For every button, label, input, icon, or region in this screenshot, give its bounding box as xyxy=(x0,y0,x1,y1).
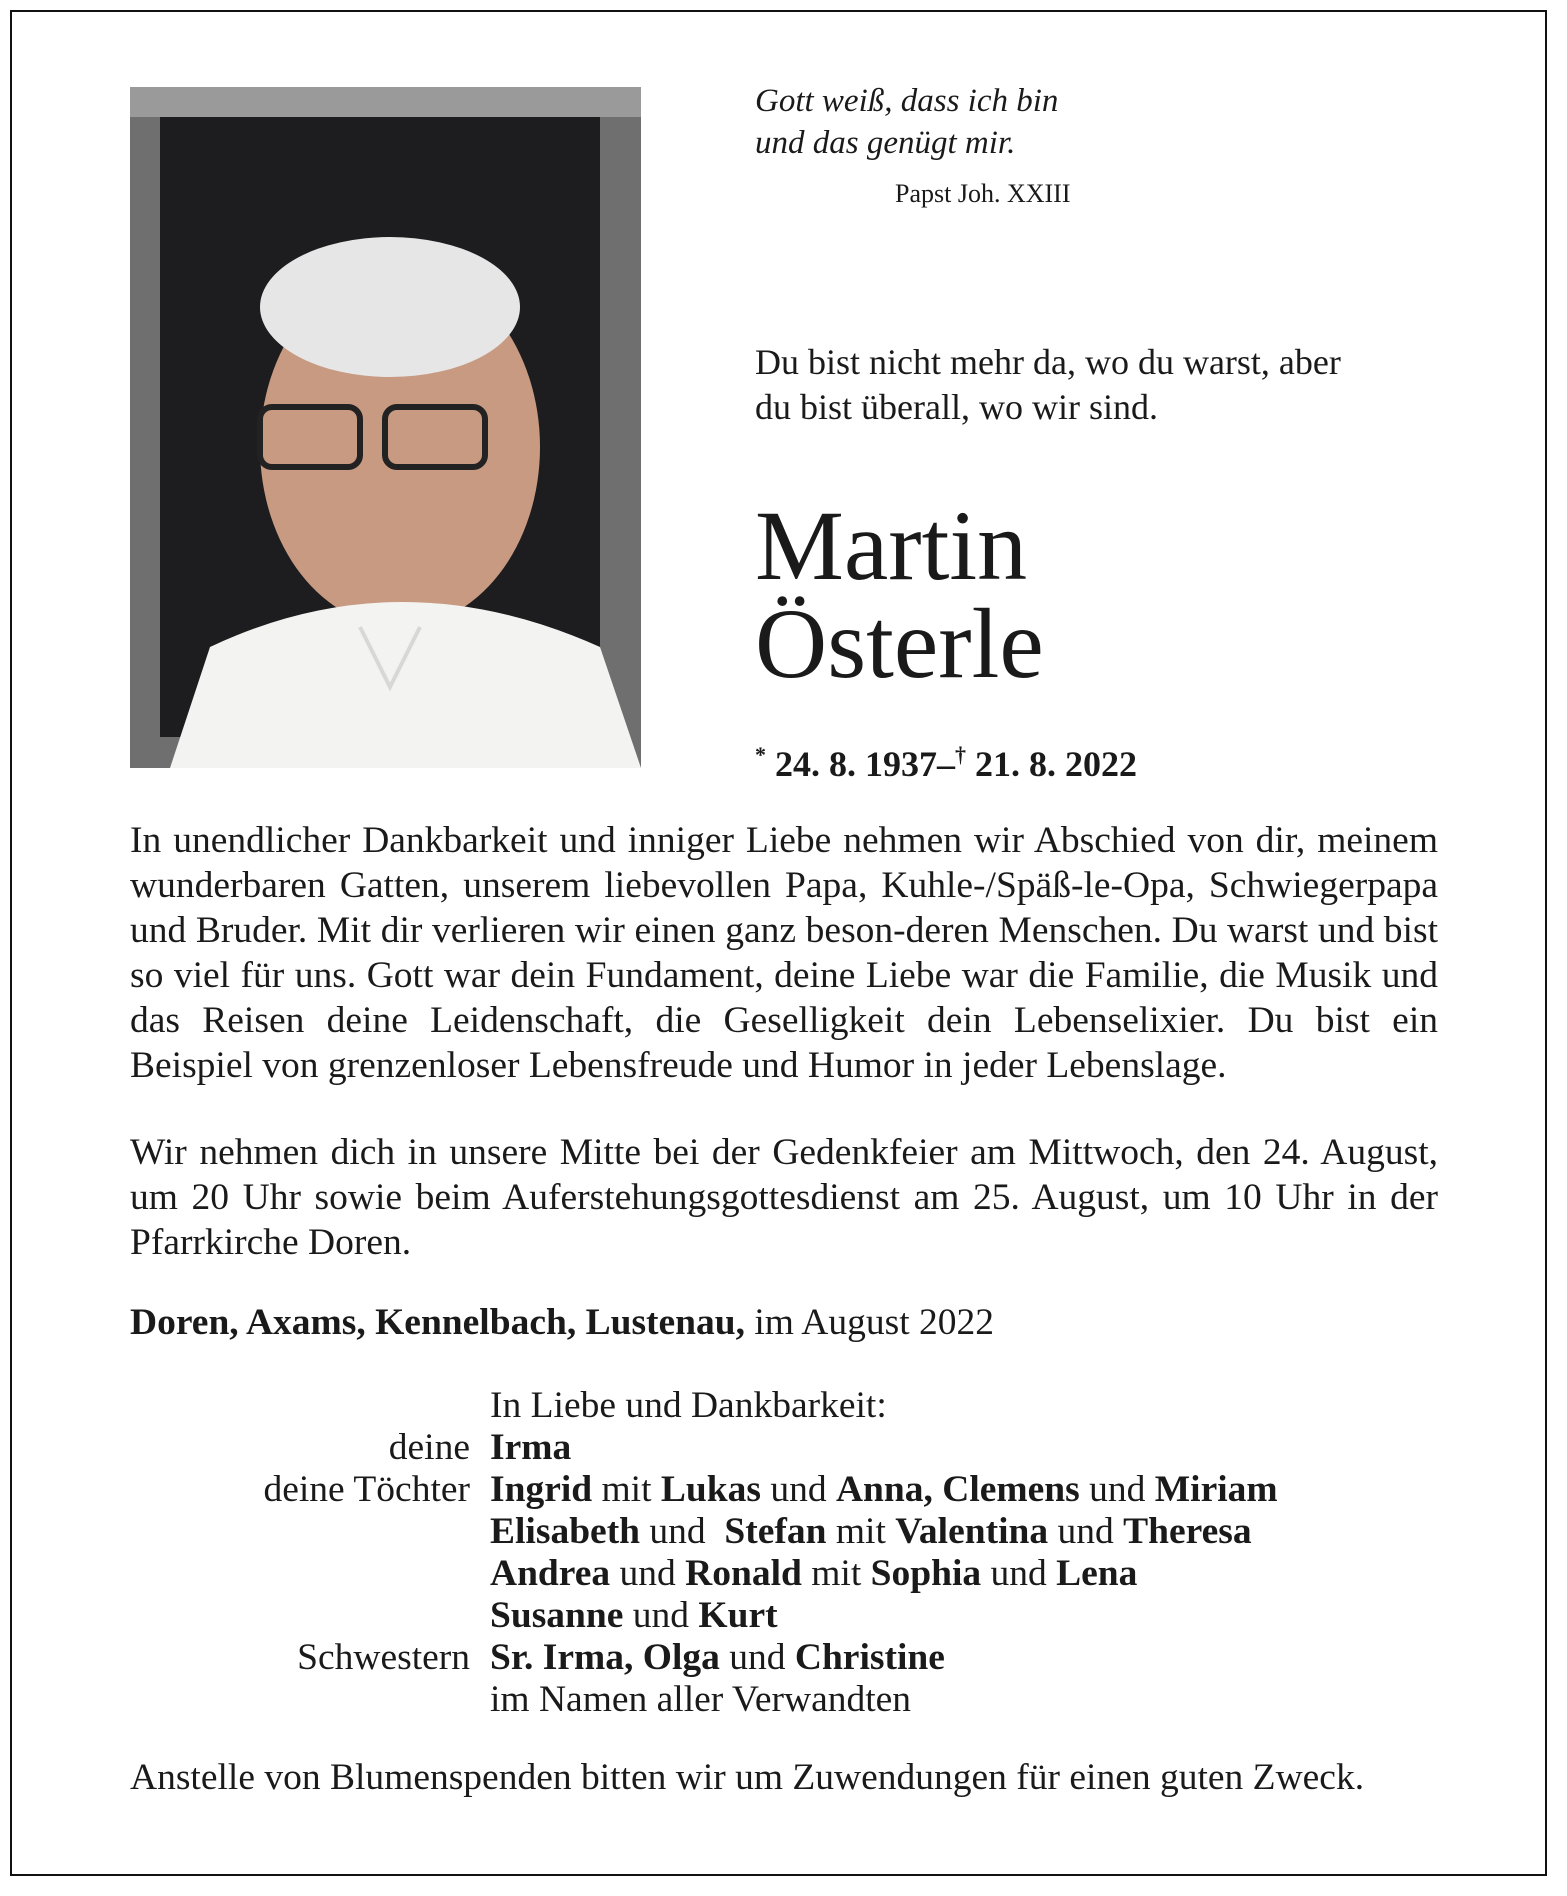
family-name: Miriam xyxy=(1154,1469,1278,1510)
family-name: Christine xyxy=(794,1637,945,1678)
quote-author: Papst Joh. XXIII xyxy=(895,179,1071,208)
wife-name: Irma xyxy=(490,1427,572,1468)
family-name: Theresa xyxy=(1123,1511,1252,1552)
birth-date: 24. 8. 1937 xyxy=(775,744,937,784)
quote-top xyxy=(755,80,1175,164)
mourners-intro: In Liebe und Dankbarkeit: xyxy=(490,1385,887,1426)
sisters-label: Schwestern xyxy=(297,1637,470,1678)
closing-request: Anstelle von Blumenspenden bitten wir um Zuwendungen für einen guten Zweck. xyxy=(130,1757,1365,1798)
deceased-name xyxy=(755,490,1044,699)
quote-line: Du bist nicht mehr da, wo du warst, aber xyxy=(755,342,1341,382)
family-name: Sr. Irma, Olga xyxy=(490,1637,720,1678)
date-separator: – xyxy=(937,744,955,784)
place-date-line xyxy=(130,1300,994,1345)
family-name: Kurt xyxy=(698,1595,778,1636)
family-line: Elisabeth und Stefan mit Valentina und Theresa xyxy=(490,1511,1252,1552)
last-name: Österle xyxy=(755,588,1044,699)
family-name: Valentina xyxy=(895,1511,1049,1552)
death-symbol: † xyxy=(955,742,966,767)
life-dates xyxy=(755,735,1137,784)
family-line: Andrea und Ronald mit Sophia und Lena xyxy=(490,1553,1138,1594)
mourners-list xyxy=(130,1385,1278,1721)
family-name: Ingrid xyxy=(490,1469,593,1510)
portrait-photo xyxy=(130,87,641,768)
service-paragraph: Wir nehmen dich in unsere Mitte bei der Gedenkfeier am Mittwoch, den 24. August, um 20 Uhr sowie beim Auferstehungsgottesdienst am 25. August, um 10 Uhr in der Pfarrkirche Doren. xyxy=(130,1132,1438,1263)
family-name: Susanne xyxy=(490,1595,624,1636)
daughters-label: deine Töchter xyxy=(263,1469,470,1510)
family-line: Sr. Irma, Olga und Christine xyxy=(490,1637,945,1678)
family-name: Stefan xyxy=(724,1511,827,1552)
relatives-line: im Namen aller Verwandten xyxy=(490,1679,912,1720)
towns: Doren, Axams, Kennelbach, Lustenau, xyxy=(130,1302,746,1343)
month-year: im August 2022 xyxy=(745,1302,995,1343)
quote-line: Gott weiß, dass ich bin xyxy=(755,83,1059,119)
first-name: Martin xyxy=(755,490,1028,601)
family-name: Lena xyxy=(1056,1553,1138,1594)
family-name: Elisabeth xyxy=(490,1511,641,1552)
death-date: 21. 8. 2022 xyxy=(975,744,1137,784)
quote-second xyxy=(755,340,1455,430)
wife-label: deine xyxy=(388,1427,470,1468)
quote-line: du bist überall, wo wir sind. xyxy=(755,387,1158,427)
family-name: Lukas xyxy=(660,1469,761,1510)
family-name: Anna, Clemens xyxy=(835,1469,1080,1510)
family-name: Sophia xyxy=(870,1553,982,1594)
family-line: Ingrid mit Lukas und Anna, Clemens und Miriam xyxy=(490,1469,1278,1510)
family-name: Ronald xyxy=(685,1553,802,1594)
quote-line: und das genügt mir. xyxy=(755,125,1016,161)
birth-symbol: * xyxy=(755,742,766,767)
farewell-paragraph: In unendlicher Dankbarkeit und inniger Liebe nehmen wir Abschied von dir, meinem wunderbaren Gatten, unserem liebevollen Papa, Kuhle-/Späß-le-Opa, Schwiegerpapa und Bruder. Mit dir verlieren wir einen ganz beson-deren Menschen. Du warst und bist so viel für uns. Gott war dein Fundament, deine Liebe war die Familie, die Musik und das Reisen deine Leidenschaft, die Geselligkeit dein Lebenselixier. Du bist ein Beispiel von grenzenloser Lebensfreude und Humor in jeder Lebenslage. xyxy=(130,820,1438,1086)
family-line: Susanne und Kurt xyxy=(490,1595,778,1636)
family-name: Andrea xyxy=(490,1553,611,1594)
